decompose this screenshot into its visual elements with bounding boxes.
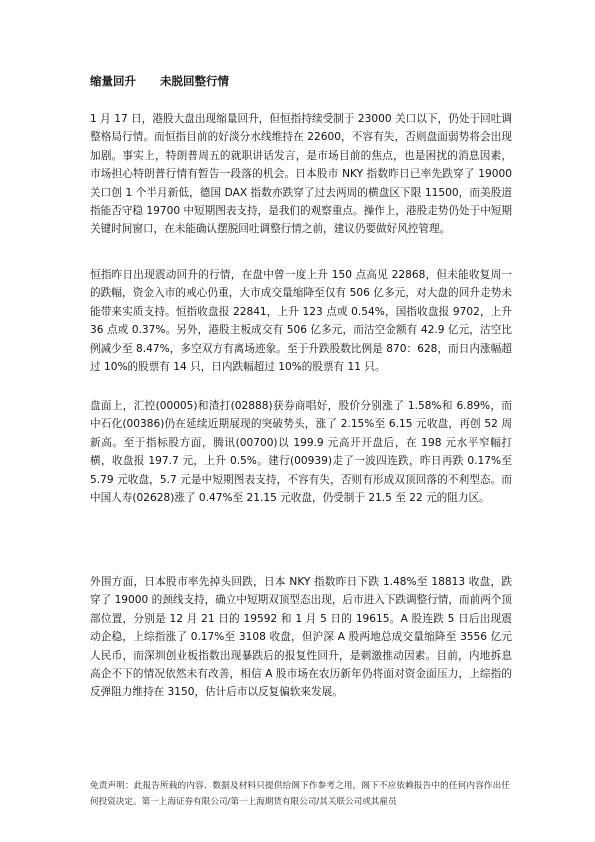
paragraph-index-performance: 恒指昨日出现震动回升的行情，在盘中曾一度上升 150 点高见 22868，但未能收复周一的跌幅，资金入市的戒心仍重，大市成交量缩降至仅有 506 亿多元，对大盘的回升走势未能带来实质支持。恒指收盘报 22841，上升 123 点或 0.54%，国指收盘报 9702，上升 36 点或 0.37%。另外，港股主板成交有 506 亿多元，而沽空金额有 42.9 亿元，沽空比例减少至 8.47%，多空双方有离场迹象。至于升跌股数比例是 870：628，而日内涨幅超过 10%的股票有 14 只，日内跌幅超过 10%的股票有 11 只。 <box>90 269 512 374</box>
paragraph-external-markets: 外围方面，日本股市率先掉头回跌，日本 NKY 指数昨日下跌 1.48%至 18813 收盘，跌穿了 19000 的颈线支持，确立中短期双顶型态出现，后市进入下跌调整行情，而前两个顶部位置，分别是 12 月 21 日的 19592 和 1 月 5 日的 19615。A 股连跌 5 日后出现震动企稳，上综指涨了 0.17%至 3108 收盘，但沪深 A 股两地总成交量缩降至 3556 亿元人民币，而深圳创业板指数出现暴跌后的报复性回升，是刺激推动因素。目前，内地拆息高企不下的情况依然未有改善，相信 A 股市场在农历新年仍将面对资金面压力，上综指的反弹阻力维持在 3150，估计后市以反复偏软来发展。 <box>90 576 512 699</box>
article-title: 缩量回升 未脱回整行情 <box>90 74 230 88</box>
paragraph-market-overview: 1 月 17 日，港股大盘出现缩量回升，但恒指持续受制于 23000 关口以下，仍处于回吐调整格局行情。而恒指目前的好淡分水线维持在 22600，不容有失，否则盘面弱势将会出现加剧。事实上，特朗普周五的就职讲话发言，是市场目前的焦点，也是困扰的消息因素，市场担心特朗普行情有暂告一段落的机会。日本股市 NKY 指数昨日已率先跌穿了 19000 关口创 1 个半月新低，德国 DAX 指数亦跌穿了过去两周的横盘区下限 11500，而美股道指能否守稳 19700 中短期图表支持，是我们的观察重点。操作上，港股走势仍处于中短期关键时间窗口，在未能确认摆脱回吐调整行情之前，建议仍要做好风控管理。 <box>90 113 512 236</box>
disclaimer-text: 免责声明：此报告所载的内容、数据及材料只提供给阁下作参考之用，阁下不应依赖报告中的任何内容作出任何投资决定。第一上海证券有限公司/第一上海期货有限公司/其关联公司或其雇员 <box>90 781 510 808</box>
paragraph-stock-highlights: 盘面上，汇控(00005)和渣打(02888)获券商唱好，股价分别涨了 1.58%和 6.89%，而中石化(00386)仍在延续近期展现的突破势头，涨了 2.15%至 6.15 元收盘，再创 52 周新高。至于指标股方面，腾讯(00700)以 199.9 元高开开盘后，在 198 元水平窄幅打横，收盘报 197.7 元，上升 0.5%。建行(00939)走了一波四连跌，昨日再跌 0.17%至 5.79 元收盘，5.7 元是中短期图表支持，不容有失，否则有形成双顶回落的不利型态。而中国人寿(02628)涨了 0.47%至 21.15 元收盘，仍受制于 21.5 至 22 元的阻力区。 <box>90 400 512 505</box>
